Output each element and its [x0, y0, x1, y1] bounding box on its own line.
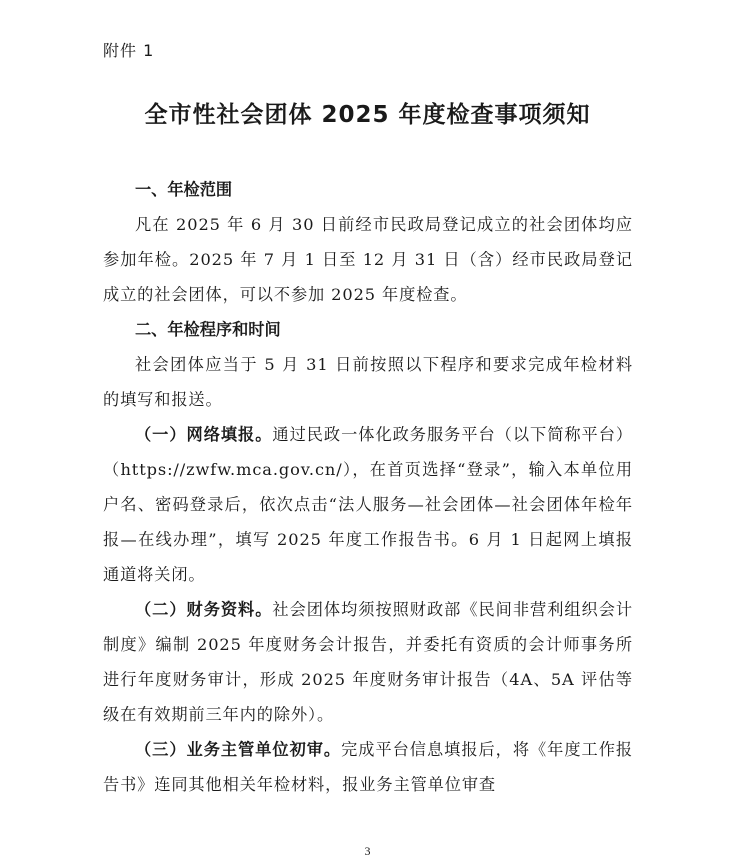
- section-heading-scope: 一、年检范围: [135, 180, 233, 199]
- paragraph-online-filing: [103, 417, 633, 592]
- page-number: 3: [364, 844, 371, 858]
- item-lead-online-filing: （一）网络填报。: [135, 425, 273, 444]
- item-lead-preliminary-review: （三）业务主管单位初审。: [135, 740, 342, 759]
- section-heading-procedure: 二、年检程序和时间: [135, 320, 281, 339]
- item-text-financial: 社会团体均须按照财政部《民间非营利组织会计制度》编制 2025 年度财务会计报告，并委托有资质的会计师事务所进行年度财务审计，形成 2025 年度财务审计报告（4A、5A 评估等级在有效期前三年内的除外）。: [103, 600, 633, 724]
- document-body: [103, 172, 633, 802]
- item-text-online-filing: 通过民政一体化政务服务平台（以下简称平台）（https://zwfw.mca.gov.cn/），在首页选择“登录”，输入本单位用户名、密码登录后，依次点击“法人服务—社会团体—社会团体年检年报—在线办理”，填写 2025 年度工作报告书。6 月 1 日起网上填报通道将关闭。: [103, 425, 633, 584]
- attachment-label: 附件 1: [103, 41, 155, 60]
- paragraph-scope: 凡在 2025 年 6 月 30 日前经市民政局登记成立的社会团体均应参加年检。2025 年 7 月 1 日至 12 月 31 日（含）经市民政局登记成立的社会团体，可以不参加 2025 年度检查。: [103, 215, 633, 304]
- paragraph-procedure: 社会团体应当于 5 月 31 日前按照以下程序和要求完成年检材料的填写和报送。: [103, 355, 633, 409]
- item-text-preliminary-review: 完成平台信息填报后，将《年度工作报告书》连同其他相关年检材料，报业务主管单位审查: [103, 740, 633, 794]
- page-title: 全市性社会团体 2025 年度检查事项须知: [144, 102, 591, 128]
- paragraph-preliminary-review: [103, 732, 633, 802]
- item-lead-financial: （二）财务资料。: [135, 600, 273, 619]
- paragraph-financial: [103, 592, 633, 732]
